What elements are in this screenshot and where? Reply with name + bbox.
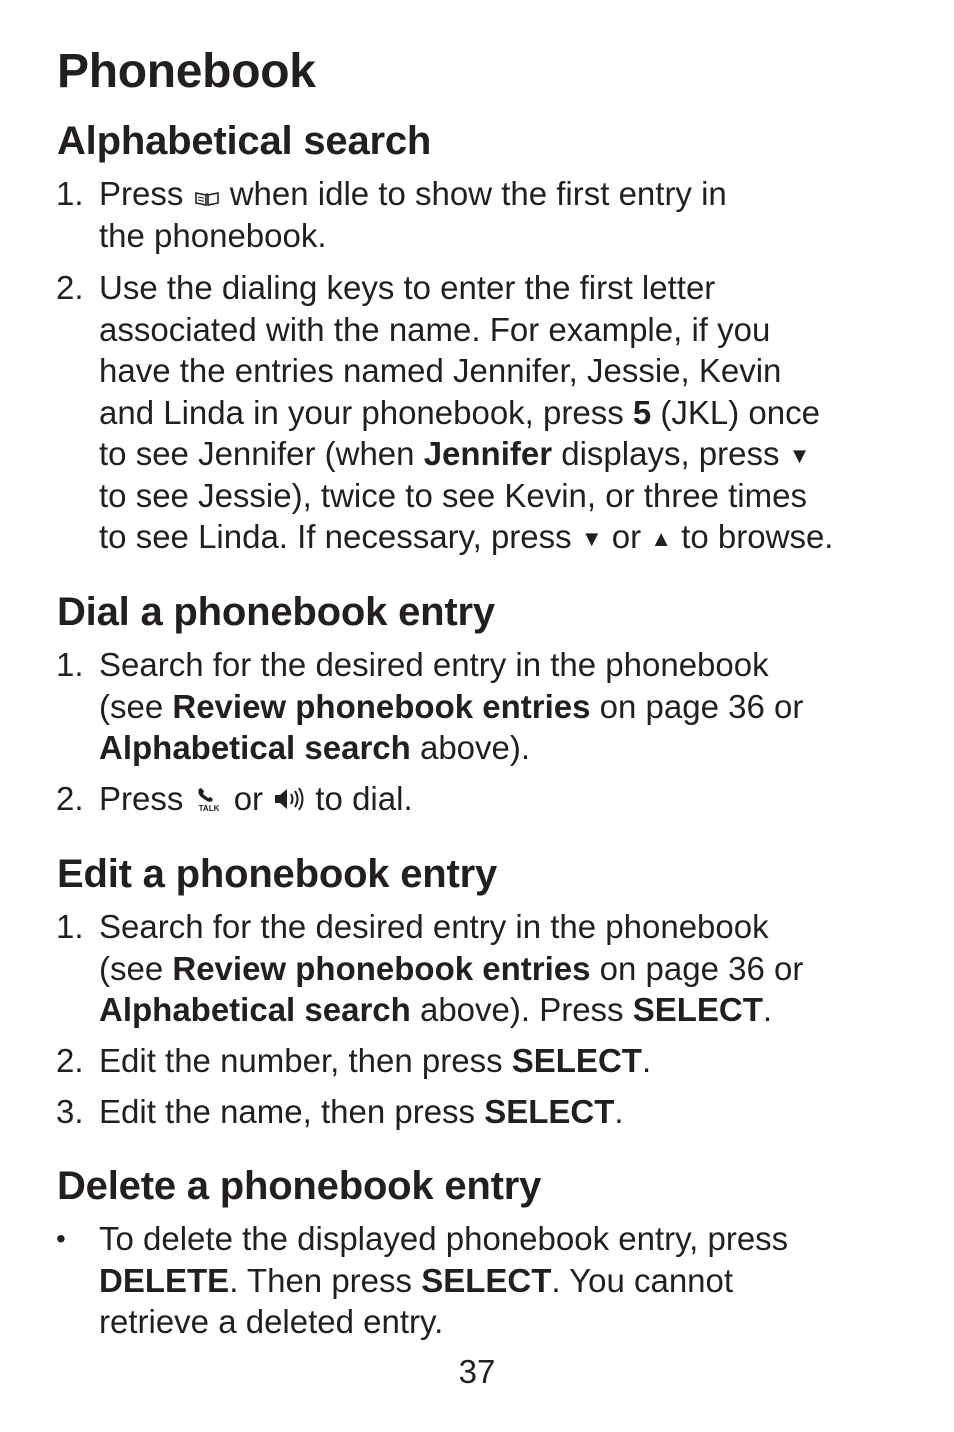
bullet-text: To delete the displayed phonebook entry, press DELETE. Then press SELECT. You cannot retrieve a deleted entry.	[99, 1220, 789, 1340]
down-arrow-icon: ▼	[788, 443, 811, 468]
step-number: 3.	[56, 1093, 84, 1130]
step-text: Edit the number, then press SELECT.	[99, 1042, 652, 1079]
up-arrow-icon: ▲	[650, 526, 673, 551]
step-text: Edit the name, then press SELECT.	[99, 1093, 624, 1130]
step-number: 1.	[56, 646, 84, 683]
bullet: •	[56, 1223, 66, 1254]
step-number: 1.	[56, 908, 84, 945]
section-heading-alphabetical-search: Alphabetical search	[57, 119, 432, 163]
page-number: 37	[458, 1353, 496, 1390]
step-number: 2.	[56, 1042, 84, 1079]
step-text: Press TALK or to dial.	[99, 778, 909, 820]
step-number: 1.	[56, 175, 84, 212]
section-heading-delete-entry: Delete a phonebook entry	[57, 1164, 542, 1208]
talk-handset-icon	[193, 781, 225, 823]
step-number: 2.	[56, 269, 84, 306]
step-text: Search for the desired entry in the phonebook (see Review phonebook entries on page 36 or Alphabetical search above).	[99, 646, 804, 766]
step-number: 2.	[56, 780, 84, 817]
step-text: Press when idle to show the first entry in the phonebook.	[99, 175, 727, 254]
step-text: Use the dialing keys to enter the first letter associated with the name. For example, if you have the entries named Jennifer, Jessie, Kevin and Linda in your phonebook, press 5 (JKL) once to see Jennifer (when Jennifer displays, press ▼ to see Jessie), twice to see Kevin, or three times to see Linda. If necessary, press ▼ or ▲ to browse.	[99, 267, 909, 558]
page-title: Phonebook	[57, 45, 316, 98]
section-heading-edit-entry: Edit a phonebook entry	[57, 852, 498, 896]
down-arrow-icon: ▼	[580, 526, 603, 551]
speaker-icon	[272, 781, 306, 823]
step-text: Search for the desired entry in the phonebook (see Review phonebook entries on page 36 or Alphabetical search above). Press SELECT.	[99, 908, 804, 1028]
phonebook-book-icon	[193, 176, 221, 218]
svg-text:TALK: TALK	[198, 803, 219, 813]
section-heading-dial-entry: Dial a phonebook entry	[57, 590, 495, 634]
